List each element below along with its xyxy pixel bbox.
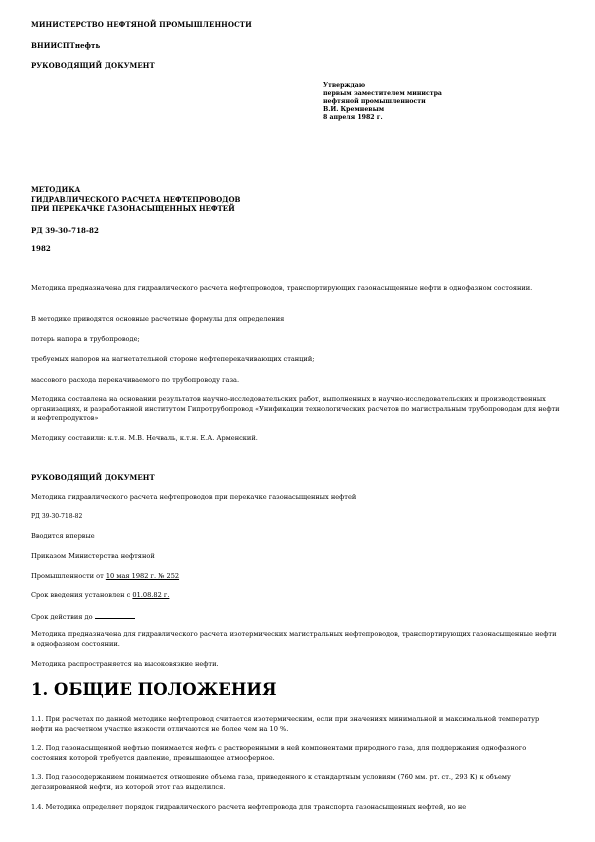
- title-line: ГИДРАВЛИЧЕСКОГО РАСЧЕТА НЕФТЕПРОВОДОВ: [31, 194, 241, 204]
- intro-list-item: требуемых напоров на нагнетательной стороне нефтеперекачивающих станций;: [31, 355, 315, 363]
- scope-paragraph: Методика предназначена для гидравлического расчета изотермических магистральных нефтепроводов, транспортирующих газонасыщенные нефти в однофазном состоянии.: [31, 630, 557, 648]
- order-date-line: [31, 572, 561, 582]
- second-document-name: Методика гидравлического расчета нефтепроводов при перекачке газонасыщенных нефтей: [31, 493, 357, 501]
- document-year: 1982: [31, 244, 51, 253]
- intro-list-item: потерь напора в трубопроводе;: [31, 335, 140, 343]
- approval-line: Утверждаю: [323, 82, 366, 89]
- section-heading: 1. ОБЩИЕ ПОЛОЖЕНИЯ: [31, 680, 277, 699]
- intro-paragraph: Методика предназначена для гидравлического расчета нефтепроводов, транспортирующих газонасыщенные нефти в однофазном состоянии.: [31, 284, 533, 292]
- order-date-prefix: Промышленности от: [31, 572, 104, 580]
- section-paragraph: 1.3. Под газосодержанием понимается отношение объема газа, приведенного к стандартным условиям (760 мм. рт. ст., 293 К) к объему дегазированной нефти, из которой этот газ выделился.: [31, 773, 511, 791]
- ministry-header: МИНИСТЕРСТВО НЕФТЯНОЙ ПРОМЫШЛЕННОСТИ: [31, 20, 252, 29]
- start-date-prefix: Срок введения установлен с: [31, 591, 131, 599]
- order-line: Приказом Министерства нефтяной: [31, 552, 155, 560]
- section-paragraph: 1.4. Методика определяет порядок гидравлического расчета нефтепровода для транспорта газонасыщенных нефтей, но не: [31, 803, 467, 811]
- title-line: МЕТОДИКА: [31, 185, 81, 194]
- document-title: [31, 185, 240, 214]
- intro-paragraph: Методика составлена на основании результатов научно-исследовательских работ, выполненных в научно-исследовательских и производственных организациях, и разработанной институтом Гипротрубопровод «Унификации технологических расчетов по магистральным трубопроводам для нефти и нефтепродуктов»: [31, 395, 560, 422]
- valid-until-prefix: Срок действия до: [31, 613, 93, 621]
- start-date-link[interactable]: 01.08.82 г.: [132, 591, 170, 599]
- second-document-code: РД 39-30-718-82: [31, 513, 83, 520]
- valid-until-line: [31, 611, 561, 623]
- section-paragraph: 1.1. При расчетах по данной методике нефтепровод считается изотермическим, если при значениях минимальной и максимальной температур нефти на расчетном участке вязкости отличаются не более чем на 10 %.: [31, 715, 540, 733]
- approval-line: первым заместителем министра: [323, 90, 442, 97]
- intro-paragraph: В методике приводятся основные расчетные формулы для определения: [31, 315, 285, 323]
- section-paragraph: 1.2. Под газонасыщенной нефтью понимается нефть с растворенными в ней компонентами природного газа, для поддержания однофазного состояния которой требуется давление, превышающее атмосферное.: [31, 744, 527, 762]
- title-line: ПРИ ПЕРЕКАЧКЕ ГАЗОНАСЫЩЕННЫХ НЕФТЕЙ: [31, 204, 235, 213]
- order-date-link[interactable]: 10 мая 1982 г. № 252: [105, 572, 180, 580]
- document-type-header: РУКОВОДЯЩИЙ ДОКУМЕНТ: [31, 61, 155, 70]
- valid-until-blank: [95, 611, 135, 619]
- approval-line: В.И. Кремневым: [323, 106, 385, 113]
- institute-header: ВНИИСПТнефть: [31, 41, 101, 50]
- second-document-type: РУКОВОДЯЩИЙ ДОКУМЕНТ: [31, 473, 155, 482]
- document-code: РД 39-30-718-82: [31, 226, 99, 235]
- approval-line: 8 апреля 1982 г.: [323, 114, 383, 121]
- approval-block: [323, 82, 442, 122]
- intro-list-item: массового расхода перекачиваемого по трубопроводу газа.: [31, 376, 240, 384]
- approval-line: нефтяной промышленности: [323, 98, 426, 105]
- start-date-line: [31, 591, 561, 601]
- scope-paragraph: Методика распространяется на высоковязкие нефти.: [31, 660, 219, 668]
- introduced-line: Вводится впервые: [31, 532, 95, 540]
- authors-line: Методику составили: к.т.н. М.В. Нечваль, к.т.н. Е.А. Арменский.: [31, 434, 258, 442]
